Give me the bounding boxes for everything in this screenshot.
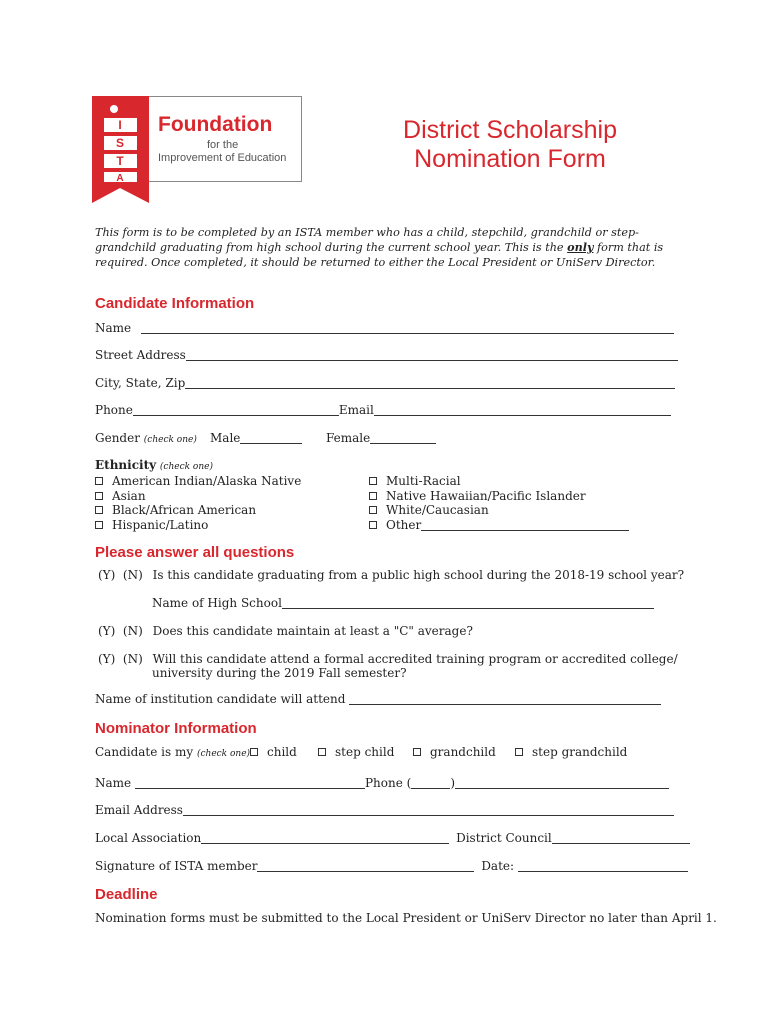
local-district-row (95, 831, 690, 846)
city-state-zip-field[interactable] (185, 378, 675, 389)
street-address-label: Street Address (95, 348, 186, 362)
candidate-name-field[interactable] (141, 323, 674, 334)
question-3-continued: university during the 2019 Fall semester? (152, 666, 407, 680)
checkbox[interactable] (369, 521, 377, 529)
local-association-label: Local Association (95, 831, 202, 845)
candidate-phone-label: Phone (95, 403, 133, 417)
ethnicity-left-list (95, 474, 301, 532)
nominator-email-label: Email Address (95, 803, 183, 817)
date-label: Date: (481, 859, 515, 873)
gender-row (95, 431, 197, 448)
nominator-heading: Nominator Information (95, 720, 257, 737)
nominator-email-field[interactable] (183, 805, 674, 816)
signature-label: Signature of ISTA member (95, 859, 258, 873)
ethnicity-option[interactable]: Native Hawaiian/Pacific Islander (369, 489, 629, 504)
question-1-row (98, 568, 684, 583)
svg-text:T: T (116, 154, 124, 168)
checkbox[interactable] (250, 748, 258, 756)
title-line-2: Nomination Form (414, 145, 606, 173)
svg-text:S: S (115, 136, 125, 150)
female-field[interactable] (370, 433, 436, 444)
high-school-field[interactable] (282, 598, 654, 609)
checkbox[interactable] (413, 748, 421, 756)
checkbox[interactable] (515, 748, 523, 756)
logo-for-the-text: for the (207, 139, 239, 151)
area-code-field[interactable] (411, 778, 450, 789)
signature-date-row (95, 859, 688, 874)
intro-line-1: This form is to be completed by an ISTA member who has a child, stepchild, grandchild or step- (95, 226, 639, 239)
relationship-check-one: (check one) (196, 749, 251, 759)
candidate-email-label: Email (338, 403, 374, 417)
city-state-zip-row (95, 376, 675, 391)
ethnicity-check-one: (check one) (159, 462, 213, 472)
ethnicity-right-list (369, 474, 629, 532)
page-title (360, 116, 660, 174)
checkbox[interactable] (369, 506, 377, 514)
relationship-option-step-grandchild[interactable]: step grandchild (515, 745, 627, 760)
male-field[interactable] (240, 433, 302, 444)
ethnicity-option[interactable]: Hispanic/Latino (95, 518, 301, 533)
ethnicity-option[interactable]: Asian (95, 489, 301, 504)
gender-check-one: (check one) (143, 435, 197, 445)
female-label: Female (326, 431, 371, 445)
foundation-logo (92, 96, 302, 203)
relationship-row (95, 745, 250, 762)
gender-label: Gender (95, 431, 140, 445)
gender-male-option[interactable] (210, 431, 302, 446)
logo-improvement-text: Improvement of Education (158, 152, 287, 164)
nominator-email-row (95, 803, 674, 818)
question-3-row (98, 652, 678, 667)
ethnicity-other-field[interactable] (421, 520, 629, 531)
checkbox[interactable] (95, 492, 103, 500)
ethnicity-option[interactable]: Black/African American (95, 503, 301, 518)
checkbox[interactable] (95, 506, 103, 514)
nominator-name-phone-row: Name Phone ( ) (95, 776, 669, 791)
ethnicity-option[interactable]: American Indian/Alaska Native (95, 474, 301, 489)
phone-email-row (95, 403, 671, 418)
local-association-field[interactable] (201, 833, 449, 844)
candidate-name-label: Name (95, 321, 132, 335)
high-school-label: Name of High School (152, 596, 282, 610)
relationship-option-child[interactable]: child (250, 745, 297, 760)
city-state-zip-label: City, State, Zip (95, 376, 186, 390)
relationship-option-grandchild[interactable]: grandchild (413, 745, 496, 760)
question-1-text: Is this candidate graduating from a public high school during the 2018-19 school year? (152, 568, 685, 582)
question-3-text: Will this candidate attend a formal accredited training program or accredited college/ (152, 652, 678, 666)
checkbox[interactable] (318, 748, 326, 756)
district-council-field[interactable] (552, 833, 690, 844)
candidate-is-my-label: Candidate is my (95, 745, 194, 759)
logo-foundation-text: Foundation (158, 113, 273, 136)
svg-text:A: A (116, 173, 124, 184)
institution-field[interactable] (349, 694, 661, 705)
checkbox[interactable] (95, 521, 103, 529)
nominator-name-field[interactable] (135, 778, 365, 789)
high-school-row (152, 596, 654, 611)
signature-field[interactable] (257, 861, 474, 872)
candidate-heading: Candidate Information (95, 295, 255, 312)
institution-row (95, 692, 661, 707)
yes-no-options[interactable]: (Y) (N) (98, 624, 143, 638)
checkbox[interactable] (95, 477, 103, 485)
nominator-name-label: Name (95, 776, 132, 790)
male-label: Male (210, 431, 241, 445)
nominator-phone-label: Phone ( (364, 776, 412, 790)
title-line-1: District Scholarship (403, 116, 617, 144)
intro-emphasis: only (567, 240, 594, 254)
deadline-text: Nomination forms must be submitted to the Local President or UniServ Director no later than April 1. (95, 911, 717, 925)
ethnicity-label-row (95, 458, 213, 475)
street-address-row (95, 348, 678, 363)
candidate-phone-field[interactable] (133, 405, 339, 416)
intro-line-2: grandchild graduating from high school during the current school year. This is the only form that is (95, 240, 664, 254)
svg-text:I: I (118, 118, 122, 132)
district-council-label: District Council (456, 831, 552, 845)
checkbox[interactable] (369, 477, 377, 485)
ista-ribbon-icon (92, 96, 152, 203)
ethnicity-option[interactable]: White/Caucasian (369, 503, 629, 518)
deadline-heading: Deadline (95, 886, 158, 903)
nominator-phone-field[interactable] (455, 778, 669, 789)
yes-no-options[interactable]: (Y) (N) (98, 652, 143, 666)
ethnicity-option[interactable]: Other (369, 518, 629, 533)
ethnicity-option[interactable]: Multi-Racial (369, 474, 629, 489)
intro-paragraph (95, 225, 663, 270)
candidate-email-field[interactable] (374, 405, 671, 416)
checkbox[interactable] (369, 492, 377, 500)
question-2-row (98, 624, 473, 639)
ethnicity-label: Ethnicity (95, 458, 157, 472)
institution-label: Name of institution candidate will attend (95, 692, 346, 706)
relationship-option-step-child[interactable]: step child (318, 745, 394, 760)
date-field[interactable] (518, 861, 688, 872)
street-address-field[interactable] (186, 350, 678, 361)
intro-line-3: required. Once completed, it should be returned to either the Local President or UniServ Director. (95, 256, 656, 269)
questions-heading: Please answer all questions (95, 544, 295, 561)
yes-no-options[interactable]: (Y) (N) (98, 568, 143, 582)
gender-female-option[interactable] (326, 431, 436, 446)
question-2-text: Does this candidate maintain at least a "C" average? (152, 624, 473, 638)
candidate-name-row (95, 321, 674, 336)
